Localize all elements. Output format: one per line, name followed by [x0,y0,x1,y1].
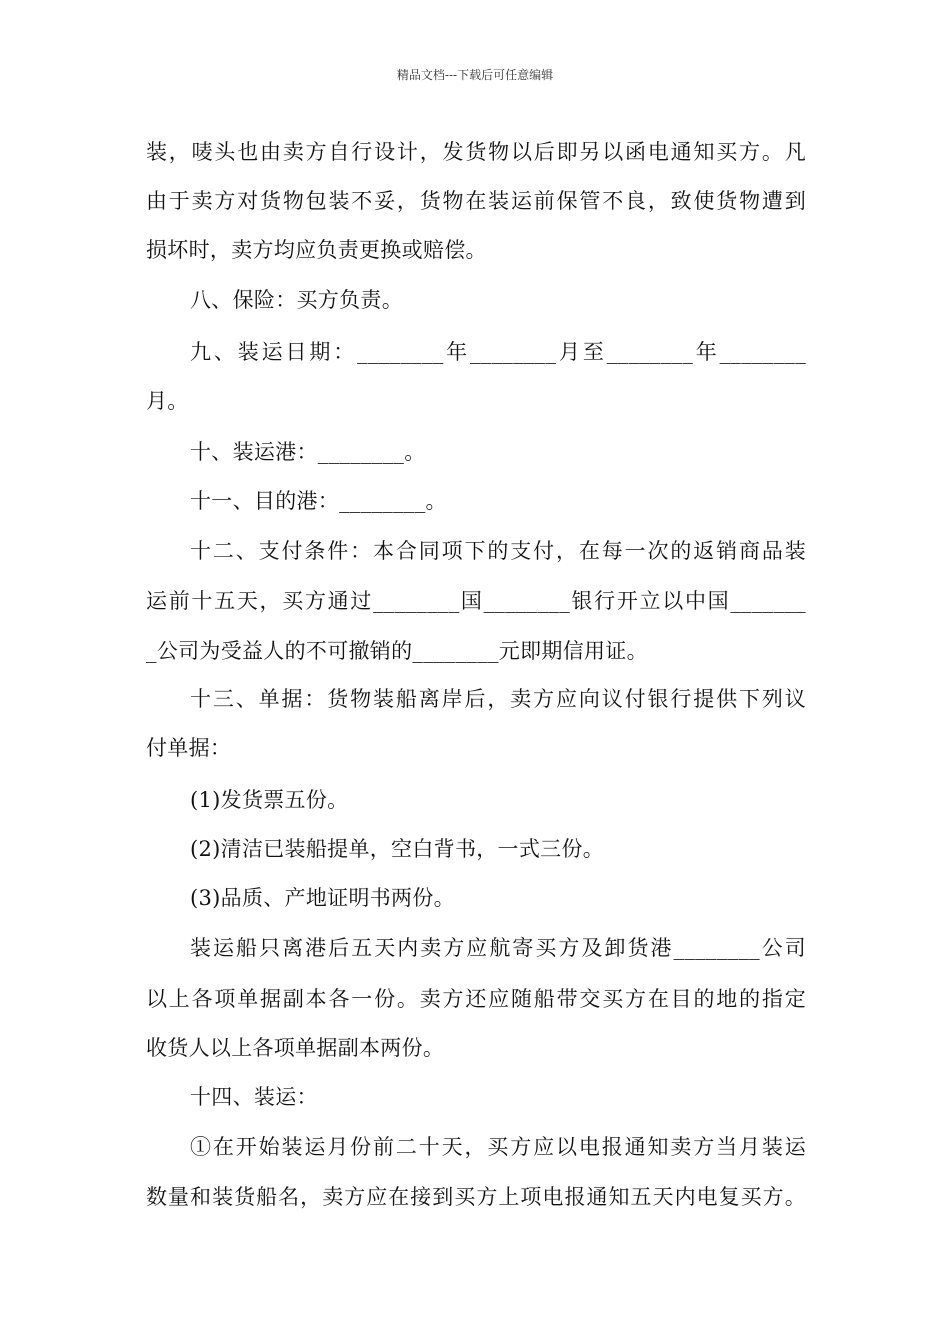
text-line: 装，唛头也由卖方自行设计，发货物以后即另以函电通知买方。凡 [146,140,806,164]
text-line: 运前十五天，买方通过________国________银行开立以中国_______ [146,589,806,613]
text-line: 九、装运日期：________年________月至________年________ [190,340,806,364]
text-line: 损坏时，卖方均应负责更换或赔偿。 [146,238,487,262]
text-line: 数量和装货船名，卖方应在接到买方上项电报通知五天内电复买方。 [146,1185,806,1209]
text-line: (1)发货票五份。 [190,788,349,812]
text-line: 十、装运港：________。 [190,440,426,464]
page-header: 精品文档---下载后可任意编辑 [396,68,554,82]
text-line: 付单据： [146,736,232,760]
text-line: 十四、装运： [190,1085,318,1109]
text-line: ①在开始装运月份前二十天，买方应以电报通知卖方当月装运 [190,1135,806,1159]
text-line: _公司为受益人的不可撤销的________元即期信用证。 [146,639,648,663]
text-line: 八、保险：买方负责。 [190,288,403,312]
text-line: 由于卖方对货物包装不妥，货物在装运前保管不良，致使货物遭到 [146,189,806,213]
text-line: 十二、支付条件：本合同项下的支付，在每一次的返销商品装 [190,539,806,563]
text-line: 装运船只离港后五天内卖方应航寄买方及卸货港________公司 [190,936,806,960]
text-line: 十三、单据：货物装船离岸后，卖方应向议付银行提供下列议 [190,687,806,711]
text-line: 十一、目的港：________。 [190,489,447,513]
text-line: 以上各项单据副本各一份。卖方还应随船带交买方在目的地的指定 [146,987,806,1011]
text-line: (2)清洁已装船提单，空白背书，一式三份。 [190,837,605,861]
text-line: 收货人以上各项单据副本两份。 [146,1036,445,1060]
text-line: 月。 [146,389,189,413]
text-line: (3)品质、产地证明书两份。 [190,886,455,910]
